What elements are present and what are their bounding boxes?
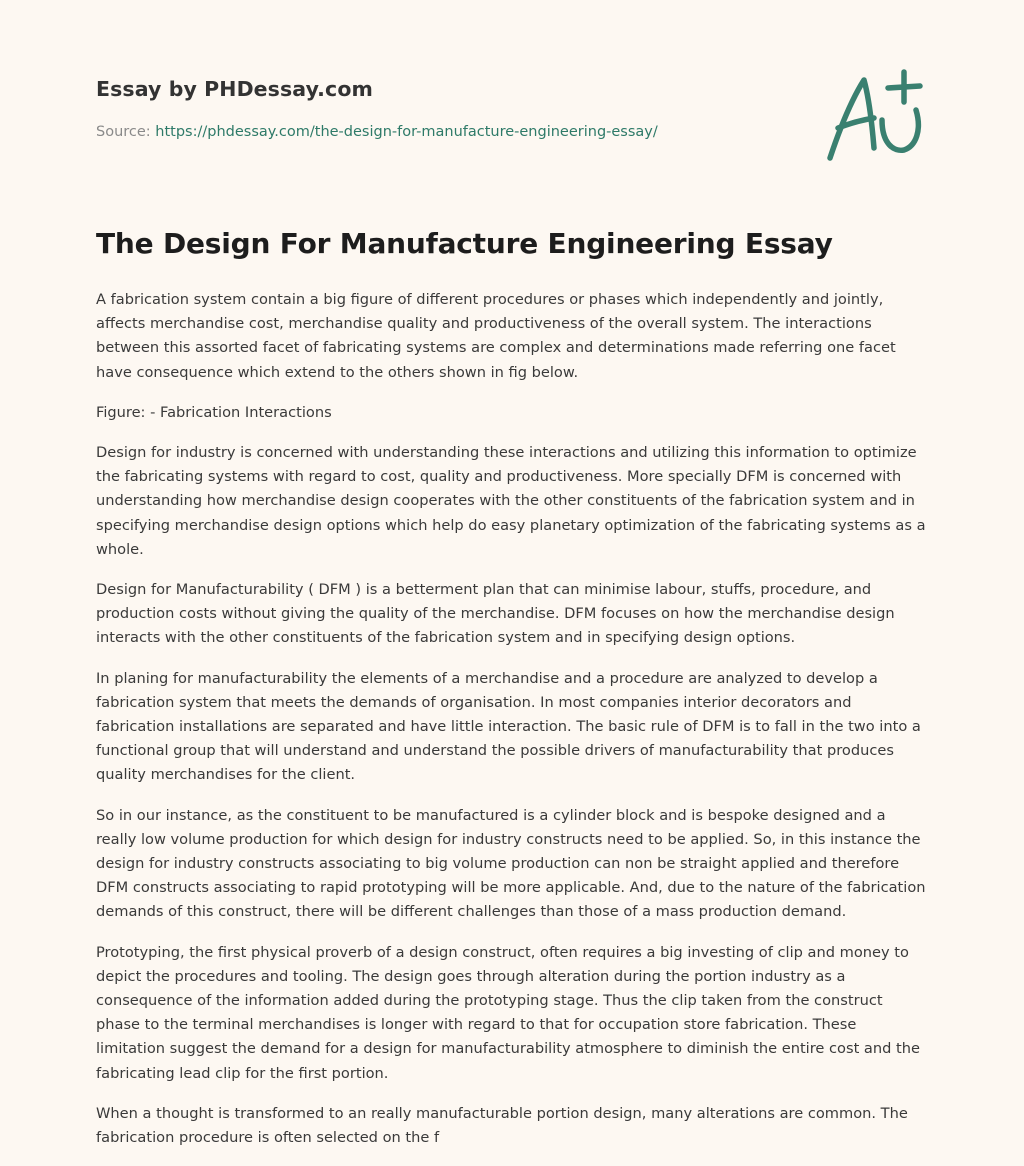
source-label: Source: <box>96 124 151 140</box>
article <box>96 224 928 1166</box>
paragraph-2: Design for industry is concerned with understanding these interactions and utilizing this information to optimize the fabricating systems with regard to cost, quality and productiveness. More specially DFM is concerned with understanding how merchandise design cooperates with the other constituents of the fabrication system and in specifying merchandise design options which help do easy planetary optimization of the fabricating systems as a whole. <box>96 444 926 558</box>
paragraph-4: In planing for manufacturability the elements of a merchandise and a procedure are analyzed to develop a fabrication system that meets the demands of organisation. In most companies interior decorators and fabrication installations are separated and have little interaction. The basic rule of DFM is to fall in the two into a functional group that will understand and understand the possible drivers of manufacturability that produces quality merchandises for the client. <box>96 669 921 784</box>
article-body <box>96 288 928 1150</box>
paragraph-3: Design for Manufacturability ( DFM ) is a betterment plan that can minimise labour, stuffs, procedure, and production costs without giving the quality of the merchandise. DFM focuses on how the merchandise design interacts with the other constituents of the fabrication system and in specifying design options. <box>96 581 895 647</box>
source-line <box>96 124 658 140</box>
paragraph-5: So in our instance, as the constituent to be manufactured is a cylinder block and is bespoke designed and a really low volume production for which design for industry constructs need to be applied. So, in this instance the design for industry constructs associating to big volume production can non be straight applied and therefore DFM constructs associating to rapid prototyping will be more applicable. And, due to the nature of the fabrication demands of this construct, there will be different challenges than those of a mass production demand. <box>96 806 926 921</box>
paragraph-1: A fabrication system contain a big figure of different procedures or phases which independently and jointly, affects merchandise cost, merchandise quality and productiveness of the overall system. The interactions between this assorted facet of fabricating systems are complex and determinations made referring one facet have consequence which extend to the others shown in fig below. <box>96 291 896 381</box>
paragraph-6: Prototyping, the first physical proverb of a design construct, often requires a big investing of clip and money to depict the procedures and tooling. The design goes through alteration during the portion industry as a consequence of the information added during the prototyping stage. Thus the clip taken from the construct phase to the terminal merchandises is longer with regard to that for occupation store fabrication. These limitation suggest the demand for a design for manufacturability atmosphere to diminish the entire cost and the fabricating lead clip for the first portion. <box>96 943 920 1082</box>
paragraph-7: When a thought is transformed to an really manufacturable portion design, many alterations are common. The fabrication procedure is often selected on the f <box>96 1104 908 1147</box>
article-title: The Design For Manufacture Engineering Essay <box>96 227 833 260</box>
site-title: Essay by PHDessay.com <box>96 77 373 101</box>
page-header <box>96 0 928 200</box>
source-link[interactable]: https://phdessay.com/the-design-for-manufacture-engineering-essay/ <box>155 124 658 140</box>
figure-caption: Figure: - Fabrication Interactions <box>96 403 332 421</box>
a-plus-logo-icon <box>824 68 928 164</box>
a-plus-logo <box>824 68 928 164</box>
